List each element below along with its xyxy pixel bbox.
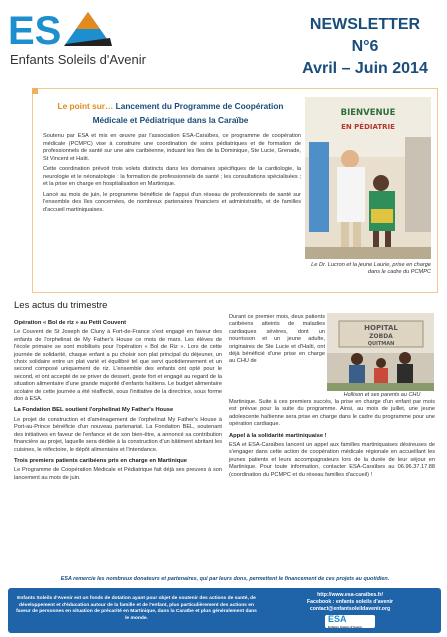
appeal-text: ESA et ESA-Caraïbes lancent un appel aux familles martiniquaises désireuses de s'engager dans cette action de coopération médicale régionale en accueillant les jeunes patients et leurs accompagnateurs lors de la durée de leur séjour en Martinique. Pour toute information, contacter ESA-Caraïbes au 06.96.37.17.88 (coordination du PCMPC et du réseau familles d'accueil) ! — [229, 442, 435, 478]
footer-logo-subtitle: Enfants Soleils d'Avenir — [328, 625, 363, 629]
footer-logo-letters: ESA — [328, 614, 347, 624]
article-kicker: Le point sur… — [57, 101, 114, 111]
section-heading: Les actus du trimestre — [14, 300, 108, 311]
hospital-sign-text: ZOBDA — [369, 333, 393, 340]
main-article-body — [43, 133, 301, 217]
facebook-link[interactable]: Facebook : enfants soleils d'avenir — [307, 599, 393, 605]
hospital-photo-caption: Hollison et ses parents au CHU — [343, 392, 421, 398]
main-article-title — [43, 99, 298, 127]
newsletter-period: Avril – Juin 2014 — [302, 60, 428, 77]
photo-sign-text: BIENVENUE — [340, 108, 396, 118]
esa-logo-mark — [8, 8, 153, 52]
photo-sign-text: EN PÉDIATRIE — [341, 123, 395, 131]
hospital-sign-text: QUITMAN — [367, 341, 395, 347]
newsletter-heading — [295, 14, 435, 80]
right-mid-text: Martinique. Suite à ces premiers succès, la prise en charge d'un enfant par mois est prévue pour la suite du programme. Ainsi, au mois de juillet, une jeune adolescente haïtienne sera prise en charge dans le cadre du programme pour une opération cardiaque. — [229, 399, 435, 428]
left-column — [14, 320, 222, 486]
email-link[interactable]: contact@enfantsoleildavenir.org — [309, 606, 391, 612]
patients-text: Le Programme de Coopération Médicale et Pédiatrique fait déjà ses preuves à son lancement au mois de juin. — [14, 467, 222, 481]
patients-heading: Trois premiers patients caribéens pris en charge en Martinique — [14, 457, 187, 464]
footer-contact — [265, 592, 435, 631]
hospital-photo-image — [327, 313, 434, 391]
pediatrics-photo-image — [305, 97, 431, 259]
appeal-heading: Appel à la solidarité martiniquaise ! — [229, 432, 327, 439]
pediatrics-photo-caption: Le Dr. Lucron et la jeune Laurie, prise en charge dans le cadre du PCMPC — [311, 262, 431, 275]
article-paragraph: Cette coordination prévoit trois volets distincts dans les domaines spécifiques de la cardiologie, la neurologie et le néonatologie : la formation de professionnels de santé ; les consultations spécialisées ; et la prise en charge en hospitalisation en Martinique. — [43, 166, 301, 187]
right-top-text: Durant ce premier mois, deux patients caribéens atteints de maladies cardiaques sévères, dont un nourrisson et un jeune adulte, originaires de Ste Lucie et d'Haïti, ont déjà bénéficié d'une prise en charge au CHU de — [229, 314, 325, 365]
bel-heading: La Fondation BEL soutient l'orphelinat My Father's House — [14, 407, 174, 414]
article-paragraph: Lancé au mois de juin, le programme bénéficie de l'appui d'un réseau de professionnels de santé sur l'ensemble des îles concernées, de nombreux partenaires financiers et administratifs, et de familles d'accueil martiniquaises. — [43, 191, 301, 213]
hospital-photo — [327, 313, 434, 391]
svg-text:ES: ES — [8, 9, 62, 52]
logo-subtitle: Enfants Soleils d'Avenir — [10, 52, 146, 67]
riz-text: Le Couvent de St Joseph de Cluny à Fort-de-France s'est engagé en faveur des enfants de l'orphelinat de My Father's House ce mois de mars. Les élèves de l'école primaire se sont mobilisés pour l'opération « Bol de Riz ». Lors de cette journée de solidarité, chaque enfant a pu choisir son plat principal du déjeuner, un choix solidaire entre un plat varié et équilibré tel que servi quotidiennement et un second composé uniquement de riz. L'ensemble des enfants ont opté pour le second, et ont accepté de se priver de dessert, geste fort et engagé au regard de la situation alimentaire d'une grande majorité d'enfants haïtiens. Le budget alimentaire scolaire de cette journée a été réaffecté, sous l'initiative de la directrice, sous forme don à ESA. — [14, 329, 222, 403]
article-paragraph: Soutenu par ESA et mis en œuvre par l'association ESA-Caraïbes, ce programme de coopération médicale (PCMPC) vise à construire une coordination de soins pédiatriques et de formation de professionnels de santé sur une aire caribéenne, induant les îles de la Dominique, Ste Lucie, Grenade, St Vincent et Haïti. — [43, 133, 301, 162]
esa-logo — [8, 8, 153, 70]
article-headline: Lancement du Programme de Coopération Médicale et Pédiatrique dans la Caraïbe — [92, 101, 284, 125]
pediatrics-photo — [305, 97, 431, 259]
newsletter-number: NEWSLETTER N°6 — [309, 16, 421, 55]
thanks-line: ESA remercie les nombreux donateurs et partenaires, qui par leurs dons, permettent le financement de ces projets au quotidien. — [60, 576, 390, 582]
footer-logo — [325, 615, 375, 628]
box-corner-accent — [32, 88, 38, 94]
bel-text: Le projet de construction et d'aménagement de l'orphelinat My Father's House à Port-au-Prince bénéficie d'un nouveau partenariat. La Fondation BEL, soutenant des initiatives en faveur de l'enfance et de son bien-être, a annoncé sa contribution financière au projet, laquelle sera dédiée à la construction d'un bâtiment abritant les cuisines, le réfectoire, le dépôt alimentaire et l'intendance. — [14, 416, 222, 453]
website-link[interactable]: http://www.esa-caraibes.fr/ — [317, 592, 383, 598]
hospital-sign-text: HOPITAL — [364, 324, 398, 332]
riz-heading: Opération « Bol de riz » au Petit Couvent — [14, 320, 127, 326]
right-wide-text — [229, 399, 435, 479]
footer-description: Enfants Soleils d'Avenir est un fonds de dotation ayant pour objet de soutenir des actions de santé, de développement et d'éducation autour de la famille et de l'enfant, plus particulièrement des actions en faveur de personnes en situation de précarité en Martinique, dans la Caraïbe et plus généralement dans le monde. — [16, 596, 257, 621]
footer — [8, 588, 441, 633]
main-article-box — [32, 88, 438, 293]
